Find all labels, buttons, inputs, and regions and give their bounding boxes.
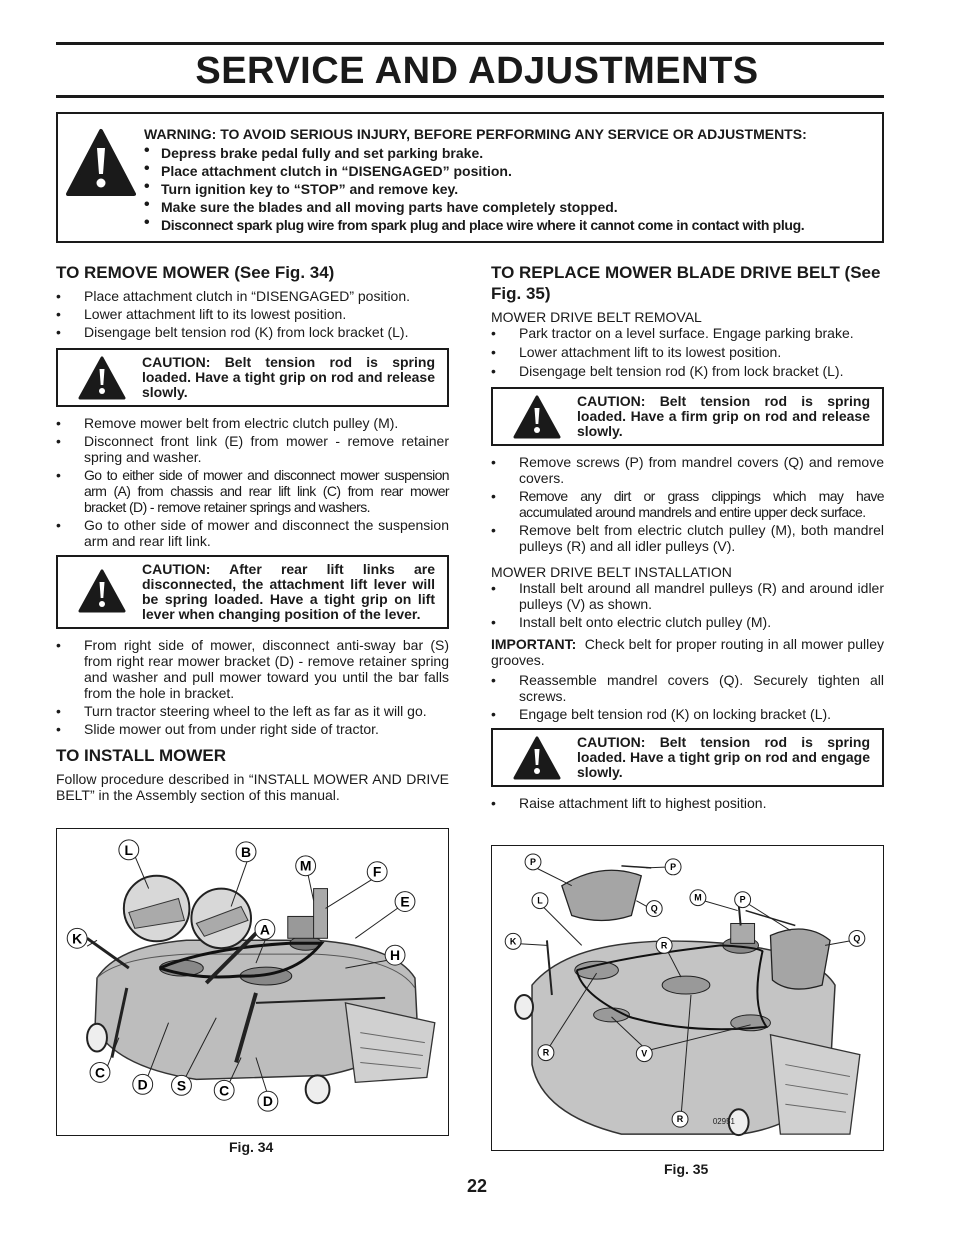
callout-P — [525, 854, 541, 870]
remove-steps-a — [56, 288, 449, 340]
fig35-label: V — [641, 1048, 648, 1059]
callout-V — [636, 1046, 652, 1062]
list-item: • Reassemble mandrel covers (Q). Securely tighten all screws. — [491, 672, 884, 704]
list-item: • Turn tractor steering wheel to the left as far as it will go. — [56, 703, 449, 719]
callout-B — [236, 842, 256, 862]
caution-box — [56, 555, 449, 629]
install-steps-a — [491, 580, 884, 630]
callout-D — [258, 1091, 278, 1111]
warning-item: • Make sure the blades and all moving parts have completely stopped. — [144, 198, 804, 216]
fig34-label: C — [94, 1064, 106, 1081]
fig35-label: P — [670, 861, 677, 872]
caution-text: CAUTION: Belt tension rod is spring loaded. Have a tight grip on rod and release slowly. — [142, 354, 435, 400]
callout-C — [214, 1080, 234, 1100]
fig34-label: K — [72, 930, 83, 947]
list-item: • Install belt around all mandrel pulleys (R) and around idler pulleys (V) as shown. — [491, 580, 884, 612]
callout-E — [395, 892, 415, 912]
fig35-label: K — [509, 936, 517, 947]
list-item: • Remove screws (P) from mandrel covers (Q) and remove covers. — [491, 454, 884, 486]
title-rule-top — [56, 42, 884, 45]
install-mower-heading: TO INSTALL MOWER — [56, 746, 226, 765]
list-item: • Remove belt from electric clutch pulley (M), both mandrel pulleys (R) and all idler pulleys (V). — [491, 522, 884, 554]
fig34-label: E — [400, 893, 410, 910]
callout-K — [67, 928, 87, 948]
caution-icon — [513, 395, 561, 439]
page-number: 22 — [466, 1176, 488, 1196]
warning-heading: WARNING: TO AVOID SERIOUS INJURY, BEFORE PERFORMING ANY SERVICE OR ADJUSTMENTS: — [144, 126, 807, 142]
important-text: Check belt for proper routing in all mower pulley grooves. — [491, 636, 884, 668]
callout-C — [90, 1062, 110, 1082]
list-item: • Disengage belt tension rod (K) from lock bracket (L). — [491, 363, 884, 379]
callout-L — [119, 840, 139, 860]
fig35-label: Q — [853, 933, 861, 944]
caution-icon — [78, 356, 126, 400]
callout-F — [367, 862, 387, 882]
callout-R — [538, 1045, 554, 1061]
callout-R — [672, 1111, 688, 1127]
caution-box — [491, 728, 884, 787]
list-item: • Slide mower out from under right side of tractor. — [56, 721, 449, 737]
list-item: • Place attachment clutch in “DISENGAGED” position. — [56, 288, 449, 304]
callout-S — [172, 1075, 192, 1095]
caution-icon — [78, 569, 126, 613]
fig34-label: M — [299, 857, 312, 874]
callout-Q — [849, 930, 865, 946]
warning-item: • Depress brake pedal fully and set parking brake. — [144, 144, 804, 162]
left-column — [56, 262, 449, 803]
page-title: SERVICE AND ADJUSTMENTS — [195, 50, 759, 92]
callout-D — [133, 1074, 153, 1094]
removal-steps-b — [491, 454, 884, 554]
warning-item: • Disconnect spark plug wire from spark plug and place wire where it cannot come in contact with plug. — [144, 216, 804, 234]
fig35-label: L — [537, 895, 543, 906]
final-steps — [491, 795, 884, 811]
callout-L — [532, 893, 548, 909]
list-item: • Engage belt tension rod (K) on locking bracket (L). — [491, 706, 884, 722]
fig35-label: Q — [650, 903, 658, 914]
callout-M — [296, 856, 316, 876]
list-item: • Disconnect front link (E) from mower - remove retainer spring and washer. — [56, 433, 449, 465]
replace-belt-heading: TO REPLACE MOWER BLADE DRIVE BELT (See Fig. 35) — [491, 263, 881, 303]
figure-35 — [491, 845, 884, 1151]
remove-steps-c — [56, 637, 449, 737]
warning-item: • Place attachment clutch in “DISENGAGED” position. — [144, 162, 804, 180]
removal-steps-a — [491, 325, 884, 379]
fig34-caption: Fig. 34 — [229, 1139, 274, 1155]
right-column — [491, 262, 884, 813]
list-item: • Go to other side of mower and disconnect the suspension arm and rear lift link. — [56, 517, 449, 549]
list-item: • Raise attachment lift to highest position. — [491, 795, 884, 811]
callout-Q — [646, 901, 662, 917]
list-item: • From right side of mower, disconnect anti-sway bar (S) from right rear mower bracket (D) - remove retainer spring and washer and pull mower toward you until the bar falls from the hole in bracket. — [56, 637, 449, 701]
important-label: IMPORTANT: — [491, 636, 577, 652]
fig34-label: F — [372, 863, 382, 880]
warning-list — [144, 144, 804, 234]
list-item: • Disengage belt tension rod (K) from lock bracket (L). — [56, 324, 449, 340]
belt-removal-label: MOWER DRIVE BELT REMOVAL — [491, 309, 702, 325]
fig34-label: B — [241, 843, 252, 860]
callout-A — [255, 919, 275, 939]
warning-icon — [66, 128, 136, 198]
caution-box — [491, 387, 884, 446]
callout-P — [665, 859, 681, 875]
belt-routing-illustration — [492, 846, 883, 1150]
callout-M — [690, 890, 706, 906]
fig35-label: R — [676, 1114, 684, 1125]
remove-mower-heading: TO REMOVE MOWER (See Fig. 34) — [56, 263, 335, 282]
list-item: • Lower attachment lift to its lowest position. — [491, 344, 884, 360]
belt-install-label: MOWER DRIVE BELT INSTALLATION — [491, 564, 732, 580]
list-item: • Lower attachment lift to its lowest position. — [56, 306, 449, 322]
fig34-label: D — [137, 1076, 148, 1093]
list-item: • Install belt onto electric clutch pulley (M). — [491, 614, 884, 630]
list-item: • Park tractor on a level surface. Engage parking brake. — [491, 325, 884, 341]
list-item: • Remove any dirt or grass clippings which may have accumulated around mandrels and entire upper deck surface. — [491, 488, 884, 520]
warning-item: • Turn ignition key to “STOP” and remove key. — [144, 180, 804, 198]
fig34-label: A — [259, 921, 270, 938]
title-rule-bottom — [56, 95, 884, 98]
fig35-label: P — [530, 856, 537, 867]
caution-text: CAUTION: Belt tension rod is spring loaded. Have a firm grip on rod and release slowly. — [577, 393, 870, 439]
callout-R — [656, 937, 672, 953]
caution-text: CAUTION: Belt tension rod is spring loaded. Have a tight grip on rod and engage slowly. — [577, 734, 870, 780]
caution-text: CAUTION: After rear lift links are disconnected, the attachment lift lever will be spring loaded. Have a tight grip on lift lever when changing position of the lever. — [142, 561, 435, 622]
list-item: • Remove mower belt from electric clutch pulley (M). — [56, 415, 449, 431]
fig35-part-number: 02951 — [712, 1117, 735, 1127]
fig35-label: R — [660, 940, 668, 951]
remove-steps-b — [56, 415, 449, 549]
fig34-label: C — [219, 1082, 230, 1099]
callout-P — [735, 892, 751, 908]
callout-H — [385, 945, 405, 965]
install-mower-text: Follow procedure described in “INSTALL MOWER AND DRIVE BELT” in the Assembly section of this manual. — [56, 771, 449, 803]
figure-34 — [56, 828, 449, 1136]
fig35-label: R — [542, 1047, 550, 1058]
fig34-label: L — [124, 841, 134, 858]
fig34-label: D — [262, 1093, 273, 1110]
mower-removal-illustration — [57, 829, 448, 1135]
fig34-label: H — [390, 947, 401, 964]
fig35-label: M — [694, 892, 702, 903]
caution-box — [56, 348, 449, 407]
warning-box — [56, 112, 884, 243]
caution-icon — [513, 736, 561, 780]
list-item: • Go to either side of mower and disconnect mower suspension arm (A) from chassis and rear lift link (C) from rear mower bracket (D) - remove retainer springs and washers. — [56, 467, 449, 515]
callout-K — [505, 933, 521, 949]
important-note — [491, 636, 884, 668]
fig34-label: S — [176, 1077, 187, 1094]
fig35-caption: Fig. 35 — [664, 1161, 709, 1177]
install-steps-b — [491, 672, 884, 722]
fig35-label: P — [739, 894, 746, 905]
